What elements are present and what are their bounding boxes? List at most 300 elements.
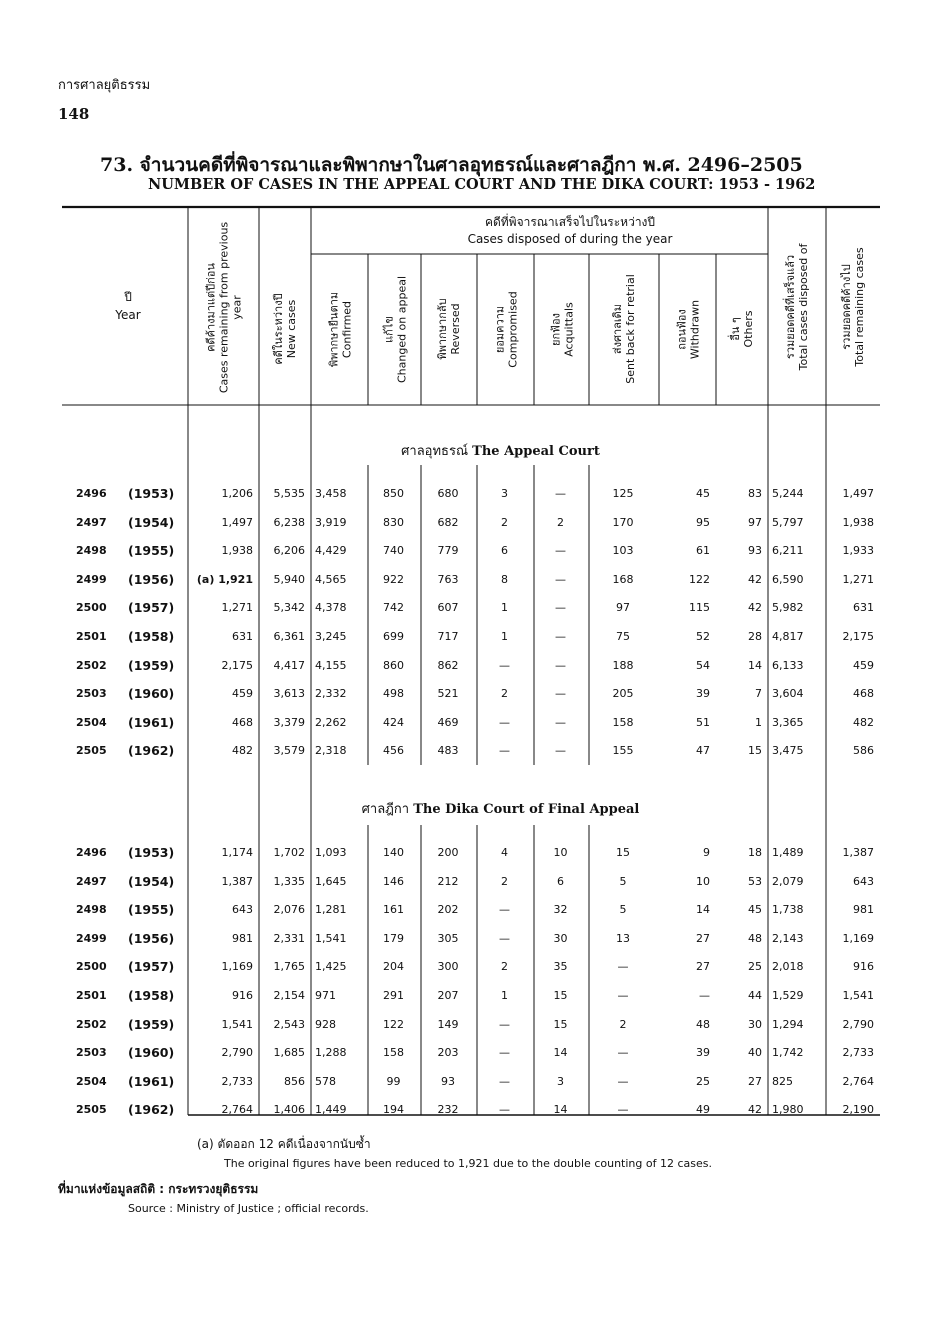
table-cell: 2	[501, 874, 508, 888]
column-header-9	[662, 262, 713, 396]
column-header-thai: พิพากษากลับ	[436, 298, 449, 360]
table-cell: 2,764	[842, 1074, 874, 1088]
table-cell: 2	[557, 515, 564, 529]
row-year-ce: (1953)	[128, 845, 175, 860]
row-year-ce: (1959)	[128, 657, 175, 673]
row-year-ce: (1962)	[128, 743, 175, 759]
table-cell: 2,764	[221, 1103, 253, 1117]
table-cell: 6	[557, 874, 564, 888]
table-cell: 5	[619, 903, 627, 917]
table-cell: 300	[437, 960, 459, 974]
year-column-header	[98, 288, 158, 324]
table-cell: 10	[553, 846, 568, 859]
table-cell: 3,919	[315, 515, 347, 529]
column-header-english: Sent back for retrial	[624, 274, 637, 384]
table-cell: —	[499, 931, 510, 945]
row-year-be: 2496	[76, 846, 107, 859]
table-cell: —	[617, 1103, 629, 1117]
disposed-group-header	[372, 214, 768, 248]
table-cell: 483	[437, 744, 459, 758]
row-year-ce: (1957)	[128, 959, 175, 975]
table-cell: —	[499, 1046, 510, 1060]
table-cell: 2	[619, 1017, 627, 1031]
table-cell: 158	[383, 1046, 404, 1060]
table-cell: 2,318	[315, 744, 347, 758]
table-cell: 75	[616, 630, 630, 643]
table-cell: 2,332	[315, 687, 347, 701]
table-cell: 1,529	[772, 989, 804, 1002]
table-cell: —	[499, 715, 510, 729]
table-cell: 2,076	[273, 903, 305, 917]
table-cell: 779	[437, 544, 459, 558]
table-cell: 32	[553, 903, 568, 917]
column-header-5	[424, 262, 474, 396]
table-cell: 1,387	[221, 874, 253, 888]
table-cell: 2,543	[273, 1017, 305, 1031]
column-header-7	[537, 262, 586, 396]
table-cell: 1,169	[221, 960, 253, 974]
table-cell: 103	[612, 544, 634, 558]
column-header-english: Withdrawn	[687, 299, 701, 359]
column-header-english: Cases remaining from previous year	[217, 221, 243, 393]
column-header-english: Compromised	[505, 290, 519, 368]
column-header-10	[719, 262, 765, 396]
table-cell: 4,817	[772, 630, 804, 643]
row-year-ce: (1954)	[128, 514, 175, 530]
table-cell: 680	[437, 487, 459, 500]
table-cell: 6,206	[273, 544, 305, 558]
table-cell: 1,541	[315, 931, 347, 945]
row-year-ce: (1955)	[128, 902, 175, 918]
table-cell: 1,174	[221, 846, 253, 859]
row-year-be: 2505	[76, 1103, 107, 1117]
table-cell: —	[617, 989, 629, 1002]
table-cell: 916	[853, 960, 874, 974]
table-cell: 48	[696, 1017, 710, 1031]
table-cell: —	[555, 715, 566, 729]
table-cell: 643	[853, 874, 874, 888]
table-cell: 1,387	[842, 846, 874, 859]
table-cell: 468	[853, 687, 874, 701]
table-cell: 27	[748, 1074, 762, 1088]
table-cell: 9	[703, 846, 710, 859]
row-year-be: 2499	[76, 572, 107, 586]
table-cell: 51	[696, 715, 710, 729]
table-cell: 468	[232, 715, 253, 729]
table-cell: 1,335	[273, 874, 305, 888]
column-header-thai: พิพากษายืนตาม	[326, 291, 340, 367]
table-cell: 10	[696, 874, 710, 888]
table-cell: 2,175	[842, 630, 874, 643]
table-cell: 2,079	[772, 874, 804, 888]
table-cell: 4	[501, 846, 508, 859]
table-cell: 232	[437, 1103, 459, 1117]
row-year-be: 2498	[76, 903, 107, 917]
row-year-ce: (1953)	[128, 486, 175, 501]
row-year-be: 2502	[76, 658, 107, 672]
row-year-be: 2500	[76, 960, 107, 974]
table-cell: 916	[232, 989, 253, 1002]
table-cell: 459	[853, 658, 874, 672]
column-header-thai: คดีค้างมาแต่ปีก่อน	[204, 262, 217, 352]
table-cell: 1,742	[772, 1046, 804, 1060]
table-cell: 93	[441, 1074, 455, 1088]
table-cell: 2	[501, 515, 508, 529]
table-cell: 207	[437, 989, 459, 1002]
table-cell: 204	[383, 960, 404, 974]
table-cell: 1,765	[273, 960, 305, 974]
row-year-ce: (1956)	[128, 571, 175, 587]
table-cell: 5,940	[273, 572, 305, 586]
table-cell: 5	[619, 874, 627, 888]
table-cell: 27	[696, 931, 710, 945]
table-cell: 459	[232, 687, 253, 701]
table-cell: 6	[501, 544, 508, 558]
table-cell: —	[555, 744, 566, 758]
table-cell: 928	[315, 1017, 336, 1031]
table-cell: 6,590	[772, 572, 804, 586]
source-thai: ที่มาแห่งข้อมูลสถิติ : กระทรวงยุติธรรม	[58, 1182, 259, 1196]
table-cell: 95	[696, 515, 710, 529]
table-cell: 3,379	[273, 715, 305, 729]
row-year-ce: (1961)	[128, 1073, 175, 1089]
table-cell: 45	[748, 903, 762, 917]
table-cell: 2,018	[772, 960, 804, 974]
table-cell: 42	[748, 601, 762, 615]
row-year-ce: (1960)	[128, 686, 175, 702]
table-cell: 14	[696, 903, 710, 917]
section-title-english: The Appeal Court	[472, 444, 600, 459]
table-cell: 862	[437, 658, 459, 672]
row-year-be: 2503	[76, 687, 107, 701]
table-cell: —	[699, 989, 710, 1002]
table-cell: 40	[748, 1046, 762, 1060]
row-year-be: 2505	[76, 744, 107, 758]
table-cell: 2,154	[273, 989, 305, 1002]
table-cell: 140	[383, 846, 404, 859]
table-cell: 740	[383, 544, 404, 558]
source-english: Source : Ministry of Justice ; official records.	[128, 1202, 369, 1215]
table-cell: 149	[437, 1017, 459, 1031]
table-cell: 424	[383, 715, 404, 729]
column-header-6	[480, 262, 531, 396]
table-cell: 1,489	[772, 846, 804, 859]
table-cell: 1	[501, 601, 508, 615]
table-cell: 2,143	[772, 931, 804, 945]
section-title	[0, 440, 941, 461]
row-year-be: 2497	[76, 515, 107, 529]
table-cell: 25	[696, 1074, 710, 1088]
row-year-be: 2497	[76, 874, 107, 888]
table-cell: 2	[501, 960, 508, 974]
table-cell: 99	[386, 1074, 401, 1088]
table-cell: 188	[612, 658, 634, 672]
table-cell: 1,449	[315, 1103, 347, 1117]
table-cell: 52	[696, 630, 710, 643]
table-cell: 2,262	[315, 715, 347, 729]
table-cell: 498	[383, 687, 404, 701]
row-year-be: 2500	[76, 601, 107, 615]
table-cell: 161	[383, 903, 404, 917]
row-year-ce: (1960)	[128, 1045, 175, 1061]
table-cell: 168	[612, 572, 634, 586]
table-cell: 47	[696, 744, 710, 758]
table-cell: 1,738	[772, 903, 804, 917]
column-header-thai: รวมยอดคดีค้างไป	[840, 264, 853, 350]
table-cell: 971	[315, 989, 336, 1002]
column-header-english: Confirmed	[339, 300, 353, 358]
table-cell: 30	[553, 931, 568, 945]
table-cell: 5,982	[772, 601, 804, 615]
disposed-group-header-thai: คดีที่พิจารณาเสร็จไปในระหว่างปี	[484, 215, 656, 229]
table-cell: 15	[748, 744, 762, 758]
table-cell: 203	[437, 1046, 459, 1060]
table-cell: 682	[437, 515, 459, 529]
table-cell: 1	[501, 630, 508, 643]
table-cell: 179	[383, 931, 404, 945]
table-cell: 2,733	[221, 1074, 253, 1088]
column-header-12	[829, 218, 877, 396]
table-cell: 3,475	[772, 744, 804, 758]
table-cell: —	[499, 903, 510, 917]
table-cell: 3,604	[772, 687, 804, 701]
table-cell: 93	[748, 544, 762, 558]
table-cell: 97	[748, 515, 762, 529]
row-year-be: 2502	[76, 1017, 107, 1031]
table-cell: 1,702	[273, 846, 305, 859]
table-cell: 291	[383, 989, 404, 1002]
table-cell: 7	[755, 687, 762, 701]
column-header-english: New cases	[285, 299, 298, 359]
table-cell: 6,238	[273, 515, 305, 529]
table-cell: —	[499, 1017, 510, 1031]
table-cell: 14	[553, 1046, 568, 1060]
year-header-english: Year	[115, 308, 141, 322]
row-year-be: 2503	[76, 1046, 107, 1060]
table-cell: —	[617, 1074, 629, 1088]
table-cell: 521	[437, 687, 459, 701]
table-cell: 856	[284, 1074, 305, 1088]
section-title-thai: ศาลฎีกา	[361, 802, 414, 817]
table-cell: 3,579	[273, 744, 305, 758]
table-cell: 717	[437, 630, 459, 643]
table-cell: 28	[748, 630, 762, 643]
table-cell: 4,378	[315, 601, 347, 615]
table-cell: 5,797	[772, 515, 804, 529]
row-year-ce: (1954)	[128, 873, 175, 889]
table-cell: 54	[696, 658, 710, 672]
table-cell: —	[555, 630, 566, 643]
table-cell: 860	[383, 658, 404, 672]
table-cell: 586	[853, 744, 874, 758]
table-cell: 146	[383, 874, 404, 888]
table-title-english: NUMBER OF CASES IN THE APPEAL COURT AND THE DIKA COURT: 1953 - 1962	[148, 176, 816, 193]
table-cell: 122	[689, 572, 710, 586]
table-cell: 6,361	[273, 630, 305, 643]
table-cell: 1,281	[315, 903, 347, 917]
row-year-be: 2504	[76, 1074, 107, 1088]
table-cell: 18	[748, 846, 762, 859]
table-cell: 25	[748, 960, 762, 974]
table-cell: 469	[437, 715, 459, 729]
table-cell: 5,535	[273, 487, 305, 500]
table-cell: 3,458	[315, 487, 347, 500]
table-cell: —	[555, 572, 566, 586]
row-year-ce: (1958)	[128, 988, 175, 1003]
column-header-8	[592, 262, 656, 396]
table-cell: 4,155	[315, 658, 347, 672]
column-header-thai: ยกฟ้อง	[548, 312, 562, 346]
table-cell: 763	[437, 572, 459, 586]
table-cell: 3	[557, 1074, 564, 1088]
table-cell: 1,497	[842, 487, 874, 500]
table-cell: 1,294	[772, 1017, 804, 1031]
table-cell: —	[555, 687, 566, 701]
row-year-be: 2498	[76, 544, 107, 558]
table-cell: 482	[853, 715, 874, 729]
table-cell: 97	[616, 601, 630, 615]
column-header-thai: คดีในระหว่างปี	[272, 293, 285, 365]
table-cell: 158	[612, 715, 634, 729]
footnote-english: The original figures have been reduced to 1,921 due to the double counting of 12 cases.	[224, 1157, 712, 1170]
column-header-thai: ยอมความ	[492, 305, 506, 353]
table-cell: 14	[748, 658, 762, 672]
row-year-ce: (1958)	[128, 629, 175, 644]
table-cell: 1,497	[221, 515, 253, 529]
table-cell: 482	[232, 744, 253, 758]
row-year-ce: (1962)	[128, 1102, 175, 1118]
row-year-ce: (1956)	[128, 930, 175, 946]
table-cell: 200	[437, 846, 459, 859]
table-cell: 61	[696, 544, 710, 558]
row-year-be: 2504	[76, 715, 107, 729]
table-cell: 39	[696, 1046, 710, 1060]
table-cell: 5,244	[772, 487, 804, 500]
table-cell: 631	[853, 601, 874, 615]
row-year-ce: (1957)	[128, 600, 175, 616]
table-cell: 42	[748, 572, 762, 586]
running-head: การศาลยุติธรรม	[58, 78, 151, 93]
disposed-group-header-english: Cases disposed of during the year	[467, 232, 673, 246]
table-cell: 3,365	[772, 715, 804, 729]
table-cell: —	[555, 487, 566, 500]
table-cell: 699	[383, 630, 404, 643]
table-cell: 125	[612, 487, 634, 500]
column-header-english: Others	[742, 310, 755, 348]
row-year-ce: (1959)	[128, 1016, 175, 1032]
table-cell: 1,206	[221, 487, 253, 500]
table-cell: 1,938	[221, 544, 253, 558]
section-title-english: The Dika Court of Final Appeal	[413, 802, 640, 817]
table-cell: 3,613	[273, 687, 305, 701]
table-cell: 1,938	[842, 515, 874, 529]
table-cell: 305	[437, 931, 459, 945]
table-cell: 922	[383, 572, 404, 586]
table-cell: 981	[232, 931, 253, 945]
table-cell: 456	[383, 744, 404, 758]
column-header-3	[314, 262, 365, 396]
table-cell: 1	[755, 715, 762, 729]
table-cell: 1,980	[772, 1103, 804, 1117]
table-cell: 170	[612, 515, 634, 529]
table-cell: —	[555, 658, 566, 672]
table-cell: —	[617, 960, 629, 974]
column-header-thai: รวมยอดคดีที่เสร็จแล้ว	[784, 254, 797, 360]
table-cell: —	[499, 1074, 510, 1088]
footnote-thai: (a) ตัดออก 12 คดีเนื่องจากนับซ้ำ	[197, 1137, 371, 1151]
table-cell: 1,093	[315, 846, 347, 859]
table-cell: —	[499, 744, 510, 758]
row-year-be: 2499	[76, 931, 107, 945]
table-cell: 2,175	[221, 658, 253, 672]
table-cell: 42	[748, 1103, 762, 1117]
table-cell: 53	[748, 874, 762, 888]
table-cell: 2	[501, 687, 508, 701]
table-cell: 27	[696, 960, 710, 974]
table-cell: 825	[772, 1074, 793, 1088]
table-cell: 1,288	[315, 1046, 347, 1060]
column-header-4	[371, 262, 418, 396]
table-title-thai: 73. จำนวนคดีที่พิจารณาและพิพากษาในศาลอุทธรณ์และศาลฎีกา พ.ศ. 2496–2505	[100, 154, 803, 176]
table-cell: —	[555, 601, 566, 615]
year-header-thai: ปี	[124, 290, 132, 304]
column-header-11	[771, 218, 823, 396]
column-header-english: Total remaining cases	[853, 247, 866, 367]
section-title	[0, 798, 941, 819]
table-cell: —	[617, 1046, 629, 1060]
table-cell: 48	[748, 931, 762, 945]
table-cell: 35	[553, 960, 568, 974]
table-cell: 202	[437, 903, 459, 917]
table-cell: 15	[553, 1017, 568, 1031]
table-cell: 1,541	[221, 1017, 253, 1031]
table-cell: 8	[501, 572, 508, 586]
row-year-be: 2496	[76, 487, 107, 500]
table-cell: 981	[853, 903, 874, 917]
table-cell: 607	[437, 601, 459, 615]
table-cell: 578	[315, 1074, 336, 1088]
column-header-thai: อื่น ๆ	[729, 317, 742, 341]
table-cell: 2,733	[842, 1046, 874, 1060]
table-cell: 2,790	[221, 1046, 253, 1060]
table-cell: 1	[501, 989, 508, 1002]
column-header-thai: ถอนฟ้อง	[674, 308, 688, 350]
table-cell: 44	[748, 989, 762, 1002]
table-cell: 4,429	[315, 544, 347, 558]
table-cell: —	[555, 544, 566, 558]
table-cell: 4,565	[315, 572, 347, 586]
table-cell: 14	[553, 1103, 568, 1117]
table-cell: 1,425	[315, 960, 347, 974]
table-cell: 2,790	[842, 1017, 874, 1031]
table-cell: 4,417	[273, 658, 305, 672]
table-cell: 205	[612, 687, 634, 701]
row-year-be: 2501	[76, 989, 107, 1002]
table-cell: 643	[232, 903, 253, 917]
table-cell: 122	[383, 1017, 404, 1031]
column-header-thai: ส่งศาลเดิม	[611, 303, 624, 355]
table-cell: 1,169	[842, 931, 874, 945]
table-cell: 2,190	[842, 1103, 874, 1117]
table-cell: 212	[437, 874, 459, 888]
table-cell: 2,331	[273, 931, 305, 945]
table-cell: 15	[553, 989, 568, 1002]
table-cell: 30	[748, 1017, 762, 1031]
table-cell: 3	[501, 487, 508, 500]
column-header-english: Total cases disposed of	[797, 243, 810, 371]
table-cell: 631	[232, 630, 253, 643]
table-cell: 1,541	[842, 989, 874, 1002]
